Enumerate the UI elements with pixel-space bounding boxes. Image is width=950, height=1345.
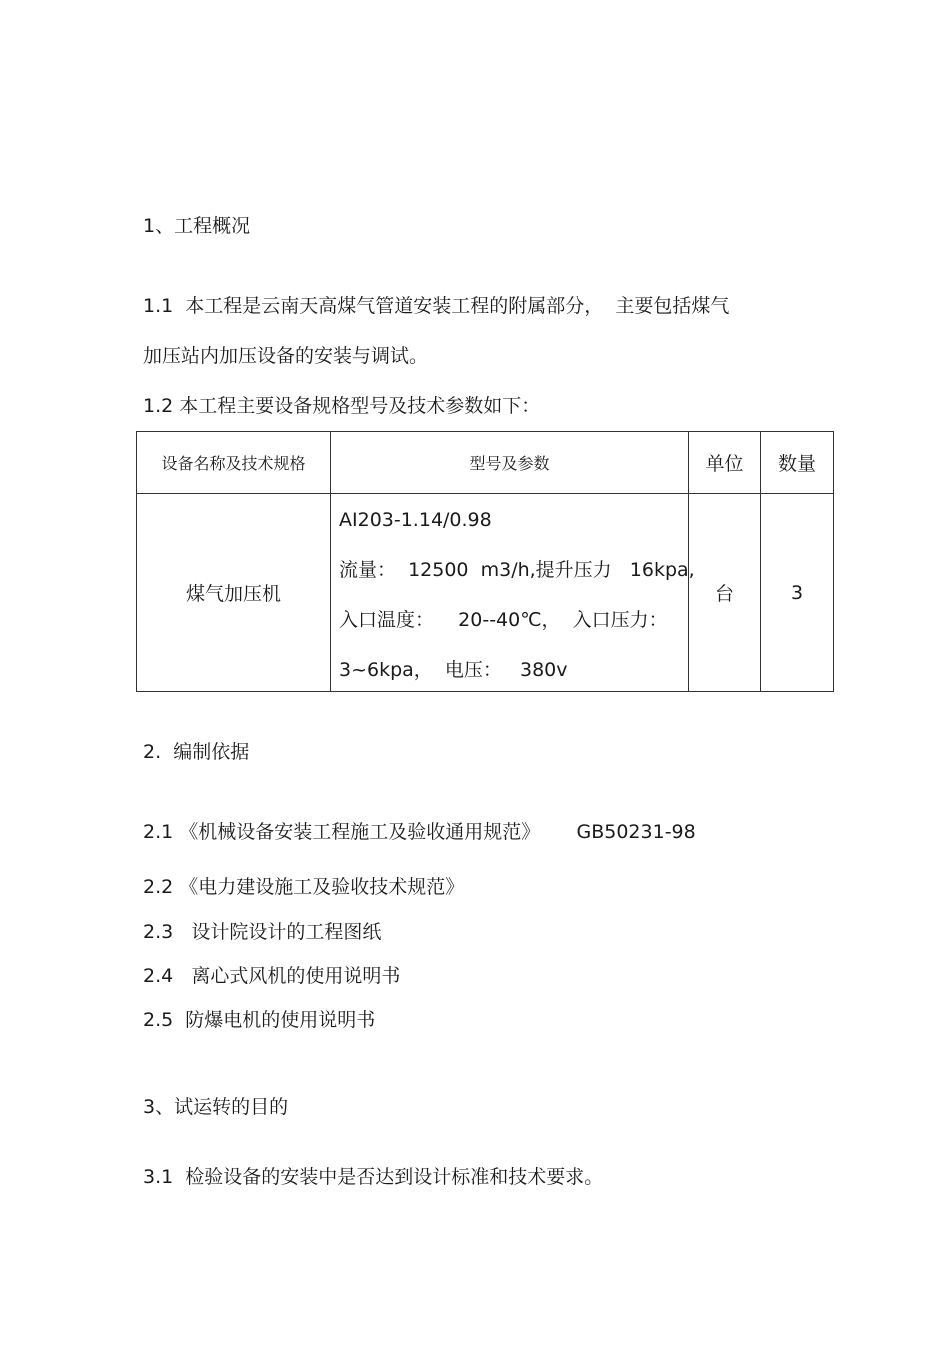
reference-item: 2.1 《机械设备安装工程施工及验收通用规范》 GB50231-98 xyxy=(143,821,696,843)
reference-item: 2.5 防爆电机的使用说明书 xyxy=(143,1009,376,1031)
param-line: 入口温度： 20--40℃， 入口压力： xyxy=(339,609,668,631)
paragraph-3-1: 3.1 检验设备的安装中是否达到设计标准和技术要求。 xyxy=(143,1166,604,1188)
table-header-row xyxy=(137,432,834,494)
paragraph-1-1-line-2: 加压站内加压设备的安装与调试。 xyxy=(143,345,429,367)
paragraph-1-1-line-1: 1.1 本工程是云南天高煤气管道安装工程的附属部分， 主要包括煤气 xyxy=(143,295,730,317)
reference-item: 2.2 《电力建设施工及验收技术规范》 xyxy=(143,876,465,898)
section-3-heading: 3、试运转的目的 xyxy=(143,1096,289,1118)
cell-quantity: 3 xyxy=(761,494,834,692)
reference-item: 2.4 离心式风机的使用说明书 xyxy=(143,965,401,987)
table-row xyxy=(137,494,834,692)
header-quantity: 数量 xyxy=(761,432,834,494)
section-1-heading: 1、工程概况 xyxy=(143,215,251,237)
reference-item: 2.3 设计院设计的工程图纸 xyxy=(143,921,382,943)
cell-unit: 台 xyxy=(689,494,761,692)
param-line: AI203-1.14/0.98 xyxy=(339,509,492,531)
cell-model-params xyxy=(331,494,695,692)
equipment-spec-table xyxy=(136,431,834,692)
header-unit: 单位 xyxy=(689,432,761,494)
param-line: 流量： 12500 m3/h,提升压力 16kpa, xyxy=(339,559,695,581)
cell-equipment-name: 煤气加压机 xyxy=(137,494,331,692)
paragraph-1-2: 1.2 本工程主要设备规格型号及技术参数如下： xyxy=(143,395,541,417)
section-2-heading: 2. 编制依据 xyxy=(143,741,250,763)
header-model-params: 型号及参数 xyxy=(331,432,689,494)
header-equipment-name: 设备名称及技术规格 xyxy=(137,432,331,494)
param-line: 3~6kpa， 电压： 380v xyxy=(339,659,568,681)
